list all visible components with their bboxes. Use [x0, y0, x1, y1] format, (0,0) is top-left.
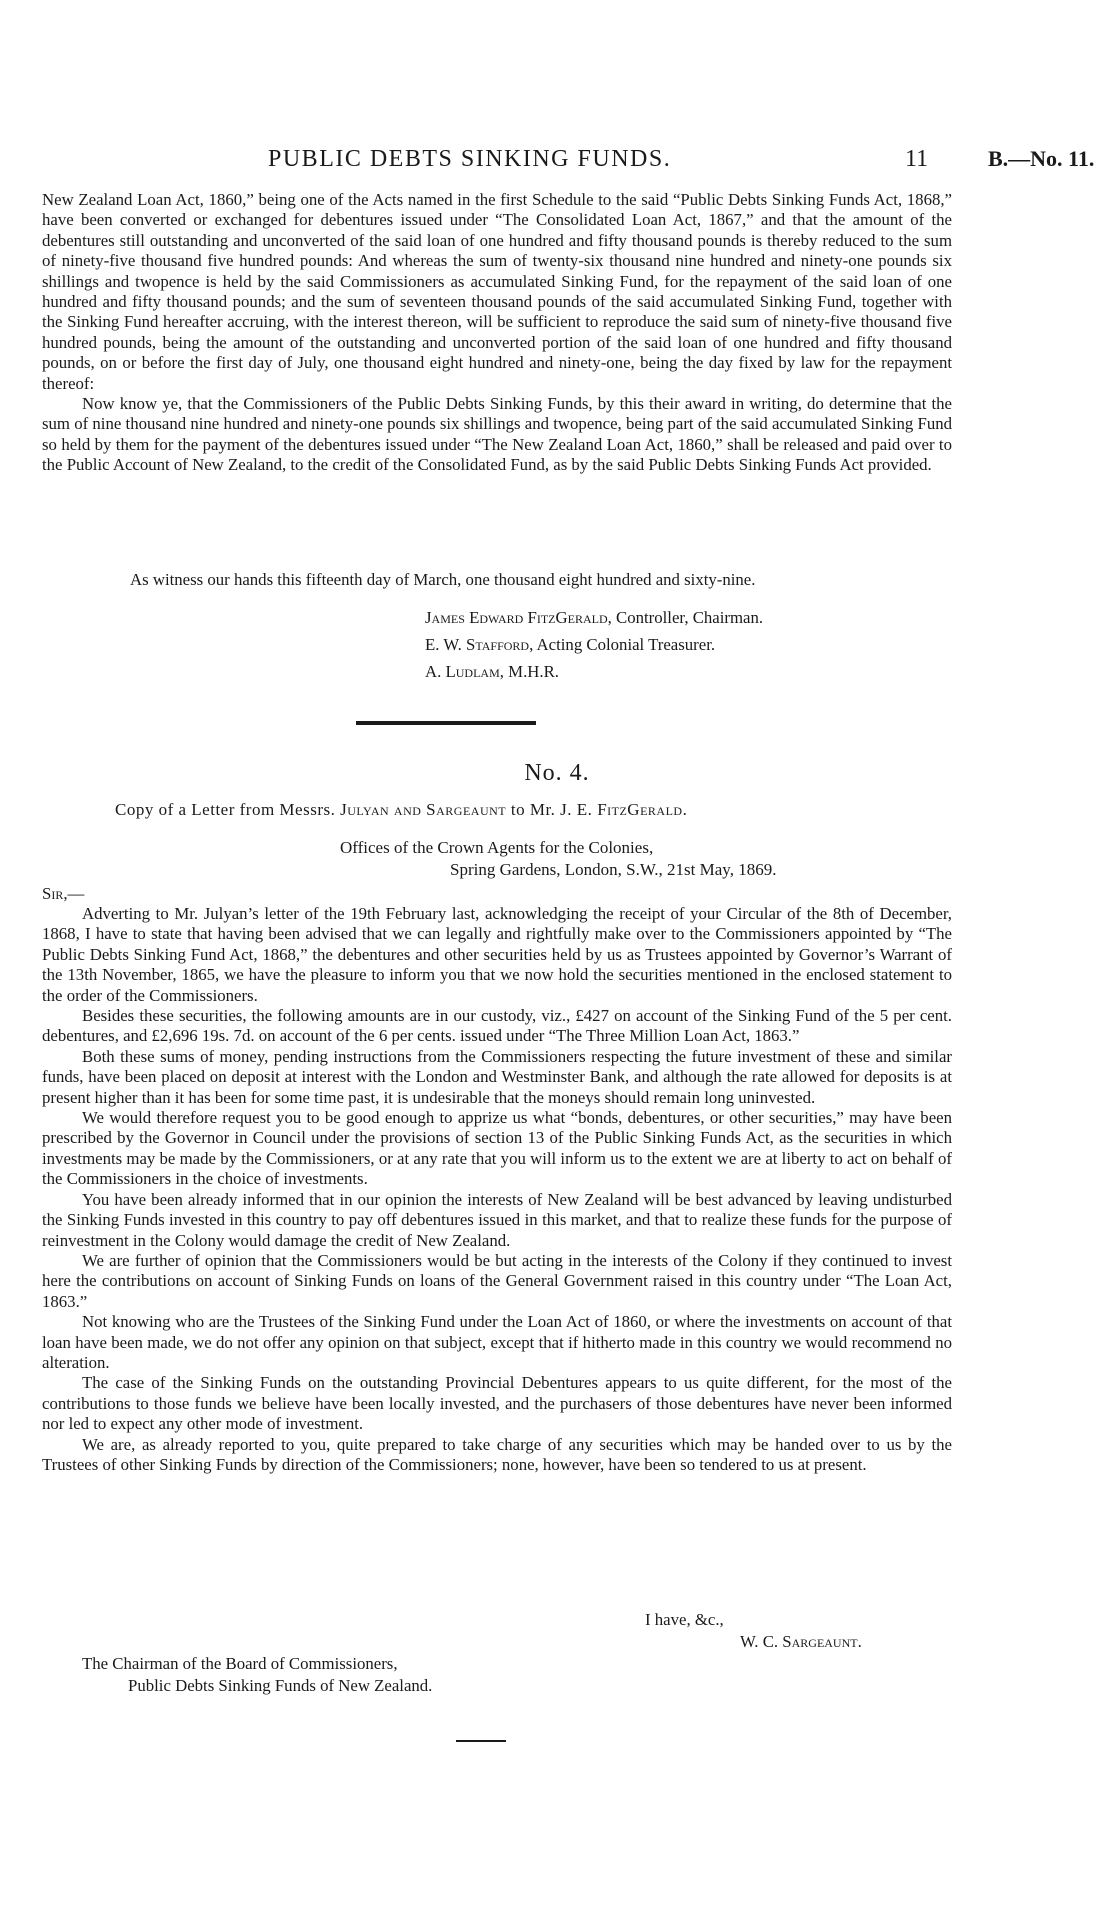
subtitle-mid: to Mr. J. E. [506, 800, 598, 819]
signatory [425, 658, 763, 685]
letter-paragraph: You have been already informed that in our opinion the interests of New Zealand will be best advanced by leaving undisturbed the Sinking Funds invested in this country to pay off debentures issued in this market, and that to realize these funds for the purpose of reinvestment in the Colony would damage the credit of New Zealand. [42, 1189, 952, 1250]
signatory [425, 604, 763, 631]
paper-reference: B.—No. 11. [988, 146, 1095, 171]
signatory-title: , Controller, Chairman. [607, 608, 764, 627]
document-number: No. 4. [524, 760, 590, 786]
page-number: 11 [905, 146, 929, 172]
signatory-name: A. Ludlam [425, 662, 500, 681]
salutation: Sir,— [42, 884, 85, 903]
end-divider [456, 1740, 506, 1742]
addressee-line: The Chairman of the Board of Commissioners, [82, 1654, 398, 1673]
letter-paragraph: Not knowing who are the Trustees of the Sinking Fund under the Loan Act of 1860, or where the investments on account of that loan have been made, we do not offer any opinion on that subject, except that if hitherto made in this country we would recommend no alteration. [42, 1312, 952, 1372]
award-paragraph: Now know ye, that the Commissioners of the Public Debts Sinking Funds, by this their award in writing, do determine that the sum of nine thousand nine hundred and ninety-one pounds six shillings and twopence, being part of the said accumulated Sinking Fund so held by them for the payment of the debentures issued under “The New Zealand Loan Act, 1860,” shall be released and paid over to the Public Account of New Zealand, to the credit of the Consolidated Fund, as by the said Public Debts Sinking Funds Act provided. [42, 394, 952, 475]
signatory [425, 631, 763, 658]
subtitle-recipient: FitzGerald [597, 800, 683, 819]
letter-paragraph: Adverting to Mr. Julyan’s letter of the 19th February last, acknowledging the receipt of your Circular of the 8th of December, 1868, I have to state that having been advised that we can legally and rightfully make over to the Commissioners appointed by “The Public Debts Sinking Fund Act, 1868,” the debentures and other securities held by us as Trustees appointed by Governor’s Warrant of the 13th November, 1865, we have the pleasure to inform you that we now hold the securities mentioned in the enclosed statement to the order of the Commissioners. [42, 904, 952, 1005]
signatory-name: James Edward FitzGerald [425, 608, 608, 627]
letter-closing: I have, &c., [645, 1610, 724, 1629]
letter-paragraph: We are further of opinion that the Commissioners would be but acting in the interests of the Colony if they continued to invest here the contributions on account of Sinking Funds on loans of the General Government raised in this country under “The Loan Act, 1863.” [42, 1250, 952, 1311]
subtitle-senders: Julyan and Sargeaunt [340, 800, 507, 819]
witness-clause: As witness our hands this fifteenth day of March, one thousand eight hundred and sixty-nine. [130, 570, 756, 589]
award-continuation [42, 190, 952, 476]
section-divider [356, 721, 536, 725]
subtitle-prefix: Copy of a Letter from Messrs. [115, 800, 341, 819]
running-title: PUBLIC DEBTS SINKING FUNDS. [268, 146, 672, 172]
subtitle-suffix: . [682, 800, 688, 819]
page-header [0, 146, 1114, 176]
addressee-line: Public Debts Sinking Funds of New Zealand. [128, 1676, 433, 1695]
letter-paragraph: We would therefore request you to be good enough to apprize us what “bonds, debentures, or other securities,” may have been prescribed by the Governor in Council under the provisions of section 13 of the Public Sinking Funds Act, as the securities in which investments may be made by the Commissioners, or at any rate that you will inform us to the extent we are at liberty to act on behalf of the Commissioners in the choice of investments. [42, 1108, 952, 1189]
letter-body [42, 904, 952, 1475]
letter-paragraph: We are, as already reported to you, quite prepared to take charge of any securities which may be handed over to us by the Trustees of other Sinking Funds by direction of the Commissioners; none, however, have been so tendered to us at present. [42, 1434, 952, 1474]
signatory-name: E. W. Stafford [425, 635, 530, 654]
signatories-block [425, 604, 763, 685]
letter-subtitle [115, 800, 687, 820]
letter-paragraph: Both these sums of money, pending instructions from the Commissioners respecting the future investment of these and similar funds, have been placed on deposit at interest with the London and Westminster Bank, and although the rate allowed for deposits is at present higher than it has been for some time past, it is undesirable that the moneys should remain long uninvested. [42, 1046, 952, 1107]
award-paragraph: New Zealand Loan Act, 1860,” being one of the Acts named in the first Schedule to the said “Public Debts Sinking Funds Act, 1868,” have been converted or exchanged for debentures issued under “The Consolidated Loan Act, 1867,” and that the amount of the debentures still outstanding and unconverted of the said loan of one hundred and fifty thousand pounds is thereby reduced to the sum of ninety-five thousand five hundred pounds: And whereas the sum of twenty-six thousand nine hundred and ninety-one pounds six shillings and twopence is held by the said Commissioners as accumulated Sinking Fund, for the repayment of the said loan of one hundred and fifty thousand pounds; and the sum of seventeen thousand pounds of the said accumulated Sinking Fund, together with the Sinking Fund hereafter accruing, with the interest thereon, will be sufficient to reproduce the said sum of ninety-five thousand five hundred pounds, being the amount of the outstanding and unconverted portion of the said loan of one hundred and fifty thousand pounds, on or before the first day of July, one thousand eight hundred and ninety-one, being the day fixed by law for the repayment thereof: [42, 190, 952, 393]
sender-address-date: Spring Gardens, London, S.W., 21st May, 1869. [450, 860, 777, 879]
letter-signature: W. C. Sargeaunt. [740, 1632, 862, 1651]
sender-address-line: Offices of the Crown Agents for the Colonies, [340, 838, 654, 857]
letter-paragraph: The case of the Sinking Funds on the outstanding Provincial Debentures appears to us quite different, for the most of the contributions to those funds we believe have been locally invested, and the purchasers of those debentures have never been informed nor led to expect any other mode of investment. [42, 1373, 952, 1434]
signatory-title: , Acting Colonial Treasurer. [529, 635, 716, 654]
signatory-title: , M.H.R. [499, 662, 559, 681]
letter-paragraph: Besides these securities, the following amounts are in our custody, viz., £427 on account of the Sinking Fund of the 5 per cent. debentures, and £2,696 19s. 7d. on account of the 6 per cents. issued under “The Three Million Loan Act, 1863.” [42, 1006, 952, 1046]
